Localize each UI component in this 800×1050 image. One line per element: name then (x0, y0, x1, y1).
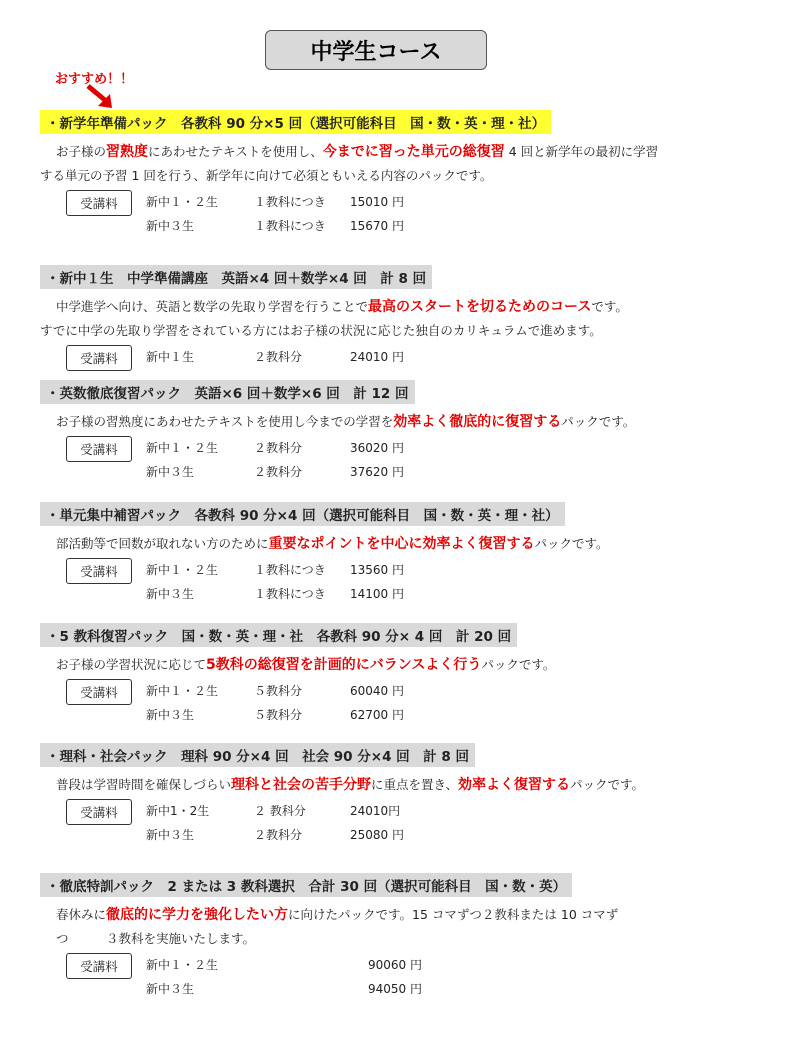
course-section (40, 265, 780, 399)
section-description (40, 140, 780, 188)
fee-grade: 新中３生 (146, 708, 195, 722)
description-text: つ ３教科を実施いたします。 (56, 931, 256, 946)
course-section (40, 110, 780, 244)
highlight-text: 徹底的に学力を強化したい方 (106, 907, 289, 923)
fee-price: 25080 円 (350, 828, 404, 842)
fee-block (40, 436, 780, 490)
fee-grade: 新中１・２生 (146, 684, 219, 698)
fee-button[interactable]: 受講料 (66, 345, 132, 371)
highlight-text: 効率よく徹底的に復習する (393, 414, 562, 430)
section-heading: ・単元集中補習パック 各教科 90 分×4 回（選択可能科目 国・数・英・理・社） (40, 502, 565, 526)
fee-block (40, 953, 780, 1007)
fee-row (146, 799, 404, 823)
fee-unit: ５教科分 (254, 708, 303, 722)
description-text: すでに中学の先取り学習をされている方にはお子様の状況に応じた独自のカリキュラムで進めます。 (40, 323, 602, 338)
fee-grade: 新中３生 (146, 828, 195, 842)
description-text: パックです。 (534, 536, 609, 551)
description-text: 春休みに (56, 907, 107, 922)
fee-price: 37620 円 (350, 465, 404, 479)
fee-block (40, 679, 780, 733)
highlight-text: 効率よく復習する (458, 777, 571, 793)
description-text: 普段は学習時間を確保しづらい (56, 777, 232, 792)
fee-grade: 新中１生 (146, 350, 195, 364)
section-heading: ・新中１生 中学準備講座 英語×4 回＋数学×4 回 計 8 回 (40, 265, 432, 289)
fee-row (146, 582, 404, 606)
description-text: に向けたパックです。15 コマずつ２教科または 10 コマず (288, 907, 619, 922)
fee-row (146, 436, 404, 460)
fee-row (146, 214, 404, 238)
fee-row (146, 190, 404, 214)
fee-button[interactable]: 受講料 (66, 799, 132, 825)
fee-unit: ２教科分 (254, 828, 303, 842)
highlight-text: 今までに習った単元の総復習 (322, 144, 505, 160)
course-section (40, 623, 780, 733)
section-description (40, 653, 780, 677)
fee-table (146, 558, 404, 606)
section-heading: ・英数徹底復習パック 英語×6 回＋数学×6 回 計 12 回 (40, 380, 415, 404)
fee-grade: 新中３生 (146, 982, 195, 996)
description-text: 部活動等で回数が取れない方のために (56, 536, 269, 551)
course-section (40, 743, 780, 853)
fee-table (146, 345, 404, 369)
fee-row (146, 953, 422, 977)
fee-block (40, 190, 780, 244)
highlight-text: 最高のスタートを切るためのコース (368, 299, 592, 315)
description-text: 中学進学へ向け、英語と数学の先取り学習を行うことで (56, 299, 369, 314)
fee-unit: ２教科分 (254, 441, 303, 455)
fee-row (146, 558, 404, 582)
fee-button[interactable]: 受講料 (66, 558, 132, 584)
fee-row (146, 977, 422, 1001)
description-text: お子様の習熟度にあわせたテキストを使用し今までの学習を (56, 414, 394, 429)
section-description (40, 532, 780, 556)
section-heading: ・5 教科復習パック 国・数・英・理・社 各教科 90 分× 4 回 計 20 回 (40, 623, 517, 647)
section-heading: ・理科・社会パック 理科 90 分×4 回 社会 90 分×4 回 計 8 回 (40, 743, 475, 767)
description-text: パックです。 (481, 657, 556, 672)
fee-unit: ２教科分 (254, 350, 303, 364)
section-description (40, 903, 780, 951)
highlight-text: 理科と社会の苦手分野 (231, 777, 372, 793)
course-section (40, 380, 780, 490)
fee-unit: １教科につき (254, 587, 326, 601)
fee-row (146, 679, 404, 703)
highlight-text: 習熟度 (106, 144, 149, 160)
fee-button[interactable]: 受講料 (66, 436, 132, 462)
highlight-text: 重要なポイントを中心に効率よく復習する (268, 536, 535, 552)
fee-unit: ５教科分 (254, 684, 303, 698)
fee-unit: ２教科分 (254, 465, 303, 479)
fee-row (146, 345, 404, 369)
fee-price: 24010 円 (350, 350, 404, 364)
fee-price: 15010 円 (350, 195, 404, 209)
fee-price: 24010円 (350, 804, 401, 818)
fee-block (40, 558, 780, 612)
fee-price: 90060 円 (368, 958, 422, 972)
fee-grade: 新中1・2生 (146, 804, 210, 818)
fee-table (146, 799, 404, 847)
fee-grade: 新中３生 (146, 587, 195, 601)
description-text: する単元の予習 1 回を行う、新学年に向けて必須ともいえる内容のパックです。 (40, 168, 493, 183)
description-text: です。 (591, 299, 628, 314)
fee-row (146, 460, 404, 484)
fee-button[interactable]: 受講料 (66, 190, 132, 216)
fee-grade: 新中１・２生 (146, 958, 219, 972)
recommend-label: おすすめ！！ (55, 72, 134, 87)
fee-grade: 新中３生 (146, 465, 195, 479)
fee-price: 62700 円 (350, 708, 404, 722)
description-text: お子様の (56, 144, 107, 159)
fee-price: 60040 円 (350, 684, 404, 698)
fee-button[interactable]: 受講料 (66, 679, 132, 705)
fee-grade: 新中１・２生 (146, 195, 219, 209)
fee-price: 13560 円 (350, 563, 404, 577)
description-text: 4 回と新学年の最初に学習 (504, 144, 659, 159)
fee-price: 94050 円 (368, 982, 422, 996)
description-text: お子様の学習状況に応じて (56, 657, 207, 672)
fee-table (146, 190, 404, 238)
course-section (40, 873, 780, 1007)
section-heading: ・新学年準備パック 各教科 90 分×5 回（選択可能科目 国・数・英・理・社） (40, 110, 551, 134)
fee-row (146, 823, 404, 847)
section-description (40, 295, 780, 343)
page-title: 中学生コース (265, 30, 487, 70)
fee-price: 36020 円 (350, 441, 404, 455)
fee-unit: １教科につき (254, 563, 326, 577)
fee-price: 14100 円 (350, 587, 404, 601)
fee-unit: ２ 教科分 (254, 804, 306, 818)
fee-row (146, 703, 404, 727)
description-text: パックです。 (561, 414, 636, 429)
fee-grade: 新中１・２生 (146, 563, 219, 577)
section-description (40, 410, 780, 434)
fee-grade: 新中１・２生 (146, 441, 219, 455)
description-text: パックです。 (570, 777, 645, 792)
description-text: に重点を置き、 (371, 777, 459, 792)
description-text: にあわせたテキストを使用し、 (148, 144, 323, 159)
section-description (40, 773, 780, 797)
section-heading: ・徹底特訓パック 2 または 3 教科選択 合計 30 回（選択可能科目 国・数・英） (40, 873, 572, 897)
fee-unit: １教科につき (254, 219, 326, 233)
fee-grade: 新中３生 (146, 219, 195, 233)
fee-table (146, 679, 404, 727)
fee-table (146, 953, 422, 1001)
fee-unit: １教科につき (254, 195, 326, 209)
red-arrow-icon (86, 84, 116, 110)
fee-table (146, 436, 404, 484)
fee-button[interactable]: 受講料 (66, 953, 132, 979)
course-section (40, 502, 780, 612)
fee-block (40, 799, 780, 853)
highlight-text: 5教科の総復習を計画的にバランスよく行う (206, 657, 482, 673)
fee-price: 15670 円 (350, 219, 404, 233)
